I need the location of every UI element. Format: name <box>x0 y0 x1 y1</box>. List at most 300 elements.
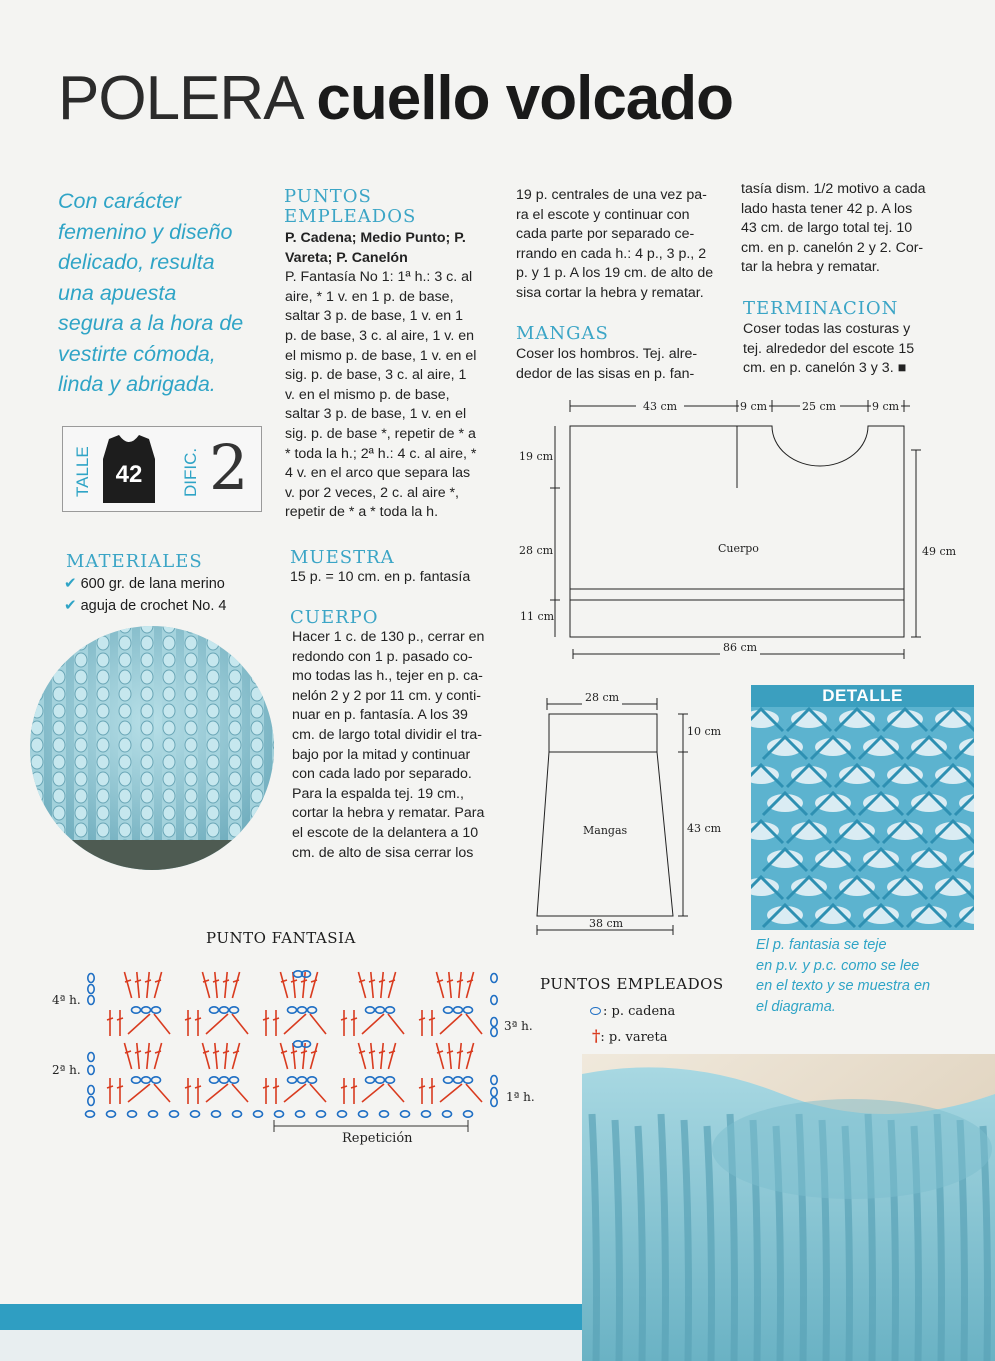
lace-hole <box>767 794 803 812</box>
double-crochet <box>215 972 217 998</box>
chain-stitch <box>491 1076 497 1085</box>
double-crochet-bar <box>195 1018 201 1020</box>
collar-photo <box>582 1054 995 1361</box>
talle-label: TALLE <box>73 446 92 497</box>
yarn-stitch <box>97 721 109 735</box>
yarn-stitch <box>185 823 197 837</box>
yarn-stitch <box>207 653 219 667</box>
chain-stitch <box>152 1007 161 1013</box>
double-crochet-bar <box>135 980 141 982</box>
yarn-stitch <box>273 772 283 786</box>
lace-hole <box>935 822 971 840</box>
yarn-stitch <box>75 687 87 701</box>
double-crochet-bar <box>117 1086 123 1088</box>
double-crochet <box>284 1014 306 1034</box>
double-crochet-bar <box>447 980 453 982</box>
yarn-stitch <box>75 619 87 633</box>
yarn-stitch <box>75 636 87 650</box>
double-crochet <box>449 1043 451 1069</box>
double-crochet-bar <box>351 1018 357 1020</box>
yarn-sample-photo <box>18 618 283 878</box>
chain-stitch <box>132 1007 141 1013</box>
yarn-stitch <box>229 687 241 701</box>
yarn-stitch <box>185 721 197 735</box>
footer-stripe <box>0 1304 582 1330</box>
double-crochet-bar <box>107 1018 113 1020</box>
chain-stitch <box>366 1077 375 1083</box>
yarn-stitch <box>119 806 131 820</box>
double-crochet-bar <box>379 980 385 982</box>
yarn-stitch <box>229 670 241 684</box>
yarn-stitch <box>141 636 153 650</box>
double-crochet <box>310 1014 326 1034</box>
double-crochet-bar <box>457 980 463 982</box>
lace-hole <box>863 794 899 812</box>
chain-stitch <box>233 1111 242 1117</box>
mangas-label: Mangas <box>583 824 628 837</box>
double-crochet <box>362 1014 384 1034</box>
double-crochet <box>310 1043 317 1069</box>
yarn-stitch <box>97 704 109 718</box>
yarn-stitch <box>75 823 87 837</box>
double-crochet-bar <box>233 1051 239 1053</box>
double-crochet <box>128 1084 150 1102</box>
lace-hole <box>791 878 827 896</box>
check-icon: ✔ <box>64 597 77 614</box>
yarn-stitch <box>31 738 43 752</box>
double-crochet <box>449 972 451 998</box>
yarn-stitch <box>273 721 283 735</box>
yarn-stitch <box>251 653 263 667</box>
chain-stitch <box>443 1111 452 1117</box>
yarn-stitch <box>53 738 65 752</box>
yarn-stitch <box>207 755 219 769</box>
yarn-stitch <box>251 772 263 786</box>
yarn-stitch <box>97 772 109 786</box>
yarn-stitch <box>141 823 153 837</box>
chain-stitch <box>491 974 497 983</box>
double-crochet-bar <box>117 1018 123 1020</box>
double-crochet-bar <box>233 980 239 982</box>
lace-hole <box>863 738 899 756</box>
double-crochet <box>459 972 461 998</box>
yarn-stitch <box>141 806 153 820</box>
yarn-stitch <box>97 755 109 769</box>
yarn-stitch <box>229 755 241 769</box>
lace-hole <box>935 710 971 728</box>
yarn-stitch <box>97 738 109 752</box>
yarn-stitch <box>53 840 65 854</box>
lace-hole <box>767 850 803 868</box>
yarn-stitch <box>141 721 153 735</box>
chain-stitch <box>88 996 94 1005</box>
yarn-stitch <box>53 670 65 684</box>
chain-stitch <box>170 1111 179 1117</box>
double-crochet <box>466 972 473 998</box>
yarn-stitch <box>251 670 263 684</box>
double-crochet-bar <box>213 1051 219 1053</box>
double-crochet <box>310 972 317 998</box>
detalle-caption: El p. fantasia se teje en p.v. y p.c. como se lee en el texto y se muestra en el diagrama. <box>756 937 931 1015</box>
cuerpo-label: Cuerpo <box>718 542 759 555</box>
lace-hole <box>839 710 875 728</box>
lace-hole <box>911 850 947 868</box>
yarn-stitch <box>229 636 241 650</box>
lace-hole <box>815 794 851 812</box>
yarn-stitch <box>229 704 241 718</box>
double-crochet-bar <box>457 1051 463 1053</box>
list-item: ✔ 600 gr. de lana merino <box>64 575 225 592</box>
yarn-stitch <box>251 806 263 820</box>
yarn-stitch <box>273 823 283 837</box>
dim-28cm-manga: 28 cm <box>585 691 620 704</box>
intro-line: femenino y diseño <box>58 219 233 244</box>
double-crochet <box>154 1043 161 1069</box>
yarn-stitch <box>273 619 283 633</box>
yarn-stitch <box>31 789 43 803</box>
chain-stitch <box>107 1111 116 1117</box>
yarn-stitch <box>75 670 87 684</box>
double-crochet-bar <box>195 1086 201 1088</box>
dim-38cm: 38 cm <box>589 917 624 930</box>
chain-stitch <box>220 1007 229 1013</box>
yarn-stitch <box>31 755 43 769</box>
yarn-stitch <box>163 670 175 684</box>
lace-hole <box>863 850 899 868</box>
chain-stitch <box>491 1088 497 1097</box>
chain-stitch <box>308 1007 317 1013</box>
yarn-stitch <box>75 653 87 667</box>
double-crochet <box>381 1043 383 1069</box>
double-crochet <box>466 1014 482 1034</box>
yarn-stitch <box>185 687 197 701</box>
chain-stitch <box>210 1007 219 1013</box>
yarn-stitch <box>119 636 131 650</box>
yarn-stitch <box>163 636 175 650</box>
yarn-stitch <box>31 670 43 684</box>
yarn-stitch <box>207 738 219 752</box>
double-crochet <box>137 972 139 998</box>
yarn-stitch <box>31 619 43 633</box>
chain-stitch <box>444 1007 453 1013</box>
cuerpo-heading: CUERPO <box>290 607 379 628</box>
yarn-stitch <box>251 755 263 769</box>
double-crochet <box>388 1014 404 1034</box>
chain-stitch <box>212 1111 221 1117</box>
chain-stitch <box>491 1098 497 1107</box>
yarn-stitch <box>119 721 131 735</box>
yarn-stitch <box>185 772 197 786</box>
muestra-heading: MUESTRA <box>290 547 395 568</box>
yarn-stitch <box>163 619 175 633</box>
yarn-stitch <box>163 772 175 786</box>
double-crochet <box>371 1043 373 1069</box>
list-item: ✔ aguja de crochet No. 4 <box>64 597 227 614</box>
chain-stitch <box>491 1018 497 1027</box>
mangas-diagram <box>525 686 735 936</box>
yarn-stitch <box>31 823 43 837</box>
yarn-stitch <box>207 670 219 684</box>
double-crochet-bar <box>341 1018 347 1020</box>
chain-stitch <box>380 1111 389 1117</box>
dific-value: 2 <box>209 431 249 504</box>
yarn-stitch <box>185 806 197 820</box>
puntos-text: P. Cadena; Medio Punto; P. Vareta; P. Canelón P. Fantasía No 1: 1ª h.: 3 c. al aire, * 1 v. en 1 p. de base, saltar 3 p. de base, 1 v. en 1 p. de base, 3 c. al aire, 1 v. en el mismo p. de base, 1 v. en el sig. p. de base, 3 c. al aire, 1 v. en el mismo p. de base, saltar 3 p. de base, 1 v. en el sig. p. de base *, repetir de * a * toda la h.; 2ª h.: 4 c. al aire, * 4 v. en el arco que separa las v. por 2 veces, 2 c. al aire *, repetir de * a * toda la h. <box>285 230 477 521</box>
intro-line: vestirte cómoda, <box>58 341 216 366</box>
yarn-stitch <box>119 789 131 803</box>
repeticion-label: Repetición <box>342 1131 413 1146</box>
yarn-stitch <box>97 687 109 701</box>
lace-hole <box>887 822 923 840</box>
punto-fantasia-title: PUNTO FANTASIA <box>206 929 356 947</box>
yarn-stitch <box>251 687 263 701</box>
double-crochet-bar <box>301 980 307 982</box>
yarn-stitch <box>229 721 241 735</box>
double-crochet <box>362 1084 384 1102</box>
yarn-stitch <box>31 687 43 701</box>
lace-hole <box>935 878 971 896</box>
yarn-stitch <box>97 619 109 633</box>
yarn-stitch <box>119 704 131 718</box>
yarn-stitch <box>207 772 219 786</box>
double-crochet-bar <box>263 1018 269 1020</box>
chain-stitch <box>288 1077 297 1083</box>
yarn-stitch <box>163 653 175 667</box>
yarn-stitch <box>75 721 87 735</box>
yarn-stitch <box>273 670 283 684</box>
yarn-stitch <box>251 738 263 752</box>
lace-hole <box>767 738 803 756</box>
chain-stitch <box>359 1111 368 1117</box>
terminacion-heading: TERMINACION <box>743 298 899 319</box>
chain-stitch <box>491 996 497 1005</box>
double-crochet <box>225 1043 227 1069</box>
lace-hole <box>863 906 899 924</box>
yarn-stitch <box>97 636 109 650</box>
double-crochet <box>124 1043 131 1069</box>
double-crochet-bar <box>301 1051 307 1053</box>
yarn-stitch <box>207 619 219 633</box>
double-crochet <box>154 972 161 998</box>
chain-stitch <box>88 1066 94 1075</box>
double-crochet <box>225 972 227 998</box>
chain-stitch <box>464 1007 473 1013</box>
double-crochet <box>206 1084 228 1102</box>
double-crochet <box>436 972 443 998</box>
lace-hole <box>815 738 851 756</box>
yarn-stitch <box>251 840 263 854</box>
chain-stitch <box>275 1111 284 1117</box>
double-crochet <box>206 1014 228 1034</box>
double-crochet-bar <box>155 980 161 982</box>
yarn-stitch <box>53 687 65 701</box>
yarn-stitch <box>273 704 283 718</box>
yarn-stitch <box>251 823 263 837</box>
chain-stitch <box>401 1111 410 1117</box>
lace-hole <box>911 906 947 924</box>
yarn-stitch <box>185 670 197 684</box>
double-crochet-bar <box>213 980 219 982</box>
yarn-stitch <box>163 755 175 769</box>
lace-hole <box>815 850 851 868</box>
yarn-stitch <box>141 789 153 803</box>
lace-hole <box>839 878 875 896</box>
double-crochet-bar <box>223 980 229 982</box>
dific-label: DIFIC. <box>181 447 200 497</box>
chain-stitch <box>464 1077 473 1083</box>
double-crochet <box>466 1043 473 1069</box>
double-crochet <box>381 972 383 998</box>
footer-band <box>0 1330 582 1361</box>
yarn-stitch <box>229 653 241 667</box>
double-crochet-bar <box>145 980 151 982</box>
lace-hole <box>887 710 923 728</box>
chain-stitch <box>386 1007 395 1013</box>
yarn-stitch <box>207 687 219 701</box>
double-crochet <box>215 1043 217 1069</box>
yarn-stitch <box>141 653 153 667</box>
double-crochet-bar <box>273 1018 279 1020</box>
yarn-stitch <box>53 823 65 837</box>
intro-line: delicado, resulta <box>58 250 215 274</box>
double-crochet-bar <box>467 980 473 982</box>
yarn-stitch <box>229 823 241 837</box>
yarn-stitch <box>229 840 241 854</box>
intro-text <box>58 186 273 400</box>
double-crochet <box>284 1084 306 1102</box>
chain-stitch <box>191 1111 200 1117</box>
yarn-stitch <box>229 619 241 633</box>
double-crochet <box>202 1043 209 1069</box>
yarn-stitch <box>97 789 109 803</box>
lace-hole <box>911 794 947 812</box>
yarn-stitch <box>75 772 87 786</box>
double-crochet-bar <box>273 1086 279 1088</box>
yarn-stitch <box>207 823 219 837</box>
puntos-heading: PUNTOS EMPLEADOS <box>284 186 417 227</box>
yarn-stitch <box>185 619 197 633</box>
double-crochet-bar <box>135 1051 141 1053</box>
col3-text: 19 p. centrales de una vez pa- ra el escote y continuar con cada parte por separado ce- rrando en cada h.: 4 p., 3 p., 2 p. y 1 p. A los 19 cm. de alto de sisa cortar la hebra y rematar. <box>516 187 714 301</box>
dim-11cm: 11 cm <box>520 610 555 623</box>
chain-stitch <box>88 1086 94 1095</box>
yarn-stitch <box>119 687 131 701</box>
lace-hole <box>839 822 875 840</box>
dim-25cm: 25 cm <box>802 400 837 413</box>
yarn-stitch <box>163 738 175 752</box>
chain-stitch <box>288 1007 297 1013</box>
row-2-label: 2ª h. <box>52 1063 81 1077</box>
chain-stitch <box>376 1007 385 1013</box>
double-crochet-bar <box>311 980 317 982</box>
double-crochet <box>232 1084 248 1102</box>
yarn-stitch <box>119 772 131 786</box>
dim-43cm: 43 cm <box>643 400 678 413</box>
double-crochet <box>147 1043 149 1069</box>
double-crochet-bar <box>291 980 297 982</box>
intro-line: segura a la hora de <box>58 311 244 335</box>
yarn-stitch <box>163 789 175 803</box>
yarn-stitch <box>163 704 175 718</box>
row-3-label: 3ª h. <box>504 1019 533 1033</box>
yarn-stitch <box>119 755 131 769</box>
yarn-stitch <box>141 738 153 752</box>
double-crochet-bar <box>263 1086 269 1088</box>
yarn-stitch <box>273 840 283 854</box>
double-crochet <box>147 972 149 998</box>
yarn-stitch <box>207 806 219 820</box>
mangas-heading: MANGAS <box>516 323 609 344</box>
yarn-stitch <box>273 789 283 803</box>
detalle-label: DETALLE <box>751 685 974 707</box>
lace-pattern <box>751 707 974 930</box>
double-crochet-bar <box>369 980 375 982</box>
double-crochet-bar <box>467 1051 473 1053</box>
intro-line: una apuesta <box>58 280 177 305</box>
cuerpo-text: Hacer 1 c. de 130 p., cerrar en redondo con 1 p. pasado co- mo todas las h., tejer en p. ca- nelón 2 y 2 por 11 cm. y conti- nuar en p. fantasía. A los 39 cm. de largo total dividir el tra- bajo por la mitad y continuar con cada lado por separado. Para la espalda tej. 19 cm., cortar la hebra y rematar. Para el escote de la delantera a 10 cm. de alto de sisa cerrar los <box>292 629 485 861</box>
double-crochet <box>440 1014 462 1034</box>
lace-hole <box>887 878 923 896</box>
dim-49cm: 49 cm <box>922 545 957 558</box>
chain-stitch <box>128 1111 137 1117</box>
yarn-stitch <box>185 755 197 769</box>
double-crochet-bar <box>185 1086 191 1088</box>
yarn-stitch <box>119 670 131 684</box>
chain-stitch <box>386 1077 395 1083</box>
dim-9cm-b: 9 cm <box>872 400 900 413</box>
yarn-stitch <box>185 636 197 650</box>
chain-stitch <box>142 1007 151 1013</box>
yarn-stitch <box>31 806 43 820</box>
dim-9cm-a: 9 cm <box>740 400 768 413</box>
lace-hole <box>839 766 875 784</box>
double-crochet <box>280 972 287 998</box>
chain-stitch <box>149 1111 158 1117</box>
intro-line: Con carácter <box>58 189 182 213</box>
chain-stitch <box>88 1053 94 1062</box>
double-crochet <box>388 1084 404 1102</box>
yarn-stitch <box>251 619 263 633</box>
chain-stitch <box>308 1077 317 1083</box>
double-crochet-bar <box>419 1086 425 1088</box>
double-crochet <box>280 1043 287 1069</box>
yarn-stitch <box>31 653 43 667</box>
row-1-label: 1ª h. <box>506 1090 535 1104</box>
double-crochet-bar <box>145 1051 151 1053</box>
yarn-stitch <box>251 636 263 650</box>
yarn-stitch <box>31 704 43 718</box>
yarn-stitch <box>163 806 175 820</box>
double-crochet <box>371 972 373 998</box>
yarn-stitch <box>207 721 219 735</box>
dim-86cm: 86 cm <box>723 641 758 654</box>
yarn-stitch <box>53 806 65 820</box>
yarn-stitch <box>141 704 153 718</box>
double-crochet-bar <box>419 1018 425 1020</box>
yarn-stitch <box>185 704 197 718</box>
double-crochet <box>202 972 209 998</box>
chain-stitch <box>317 1111 326 1117</box>
yarn-stitch <box>119 738 131 752</box>
chain-stitch <box>230 1007 239 1013</box>
stitch-chart <box>48 962 548 1152</box>
yarn-stitch <box>53 704 65 718</box>
legend-vareta: †: p. vareta <box>592 1026 668 1045</box>
lace-hole <box>935 766 971 784</box>
yarn-stitch <box>141 755 153 769</box>
yarn-stitch <box>207 704 219 718</box>
double-crochet <box>388 972 395 998</box>
